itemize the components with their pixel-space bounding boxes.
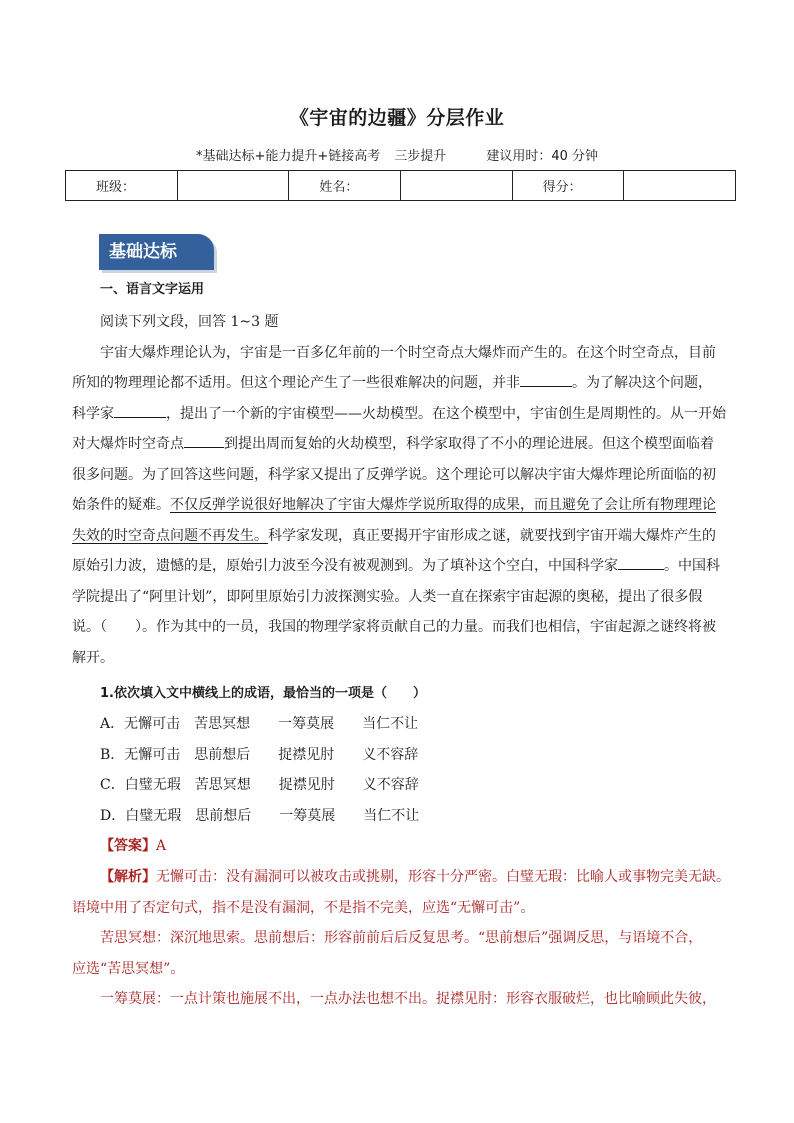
answer-value: A (156, 838, 167, 854)
passage-line: 宇宙大爆炸理论认为，宇宙是一百多亿年前的一个时空奇点大爆炸而产生的。在这个时空奇点，目前 (100, 344, 716, 361)
analysis-line: 一筹莫展：一点计策也施展不出，一点办法也想不出。捉襟见肘：形容衣服破烂，也比喻顾此失彼， (100, 991, 716, 1007)
score-field[interactable] (624, 171, 736, 201)
passage-line: 学院提出了“阿里计划”，即阿里原始引力波探测实验。人类一直在探索宇宙起源的奥秘，提出了很多假 (72, 588, 703, 605)
passage-line: 很多问题。为了回答这些问题，科学家又提出了反弹学说。这个理论可以解决宇宙大爆炸理论所面临的初 (72, 466, 716, 483)
passage-line: 原始引力波，遗憾的是，原始引力波至今没有被观测到。为了填补这个空白，中国科学家 。中国科 (72, 551, 732, 582)
answer-label: 【答案】 (100, 838, 156, 854)
analysis-line: 苦思冥想：深沉地思索。思前想后：形容前前后后反复思考。“思前想后”强调反思，与语境不合， (100, 930, 703, 946)
fill-blank-2[interactable] (114, 402, 166, 418)
page-subtitle (0, 145, 794, 164)
underlined-sentence: 失效的时空奇点问题不再发生。 (72, 527, 268, 544)
analysis-line: 【解析】无懈可击：没有漏洞可以被攻击或挑剔，形容十分严密。白璧无瑕：比喻人或事物完美无缺。 (100, 869, 730, 885)
passage-line: 所知的物理理论都不适用。但这个理论产生了一些很难解决的问题，并非 。为了解决这个问题， (72, 368, 732, 399)
answer-line (72, 831, 732, 862)
question-1-stem: 1.依次填入文中横线上的成语，最恰当的一项是（ ） (100, 686, 426, 701)
fill-blank-4[interactable] (618, 554, 664, 570)
passage-line: 说。（ ）。作为其中的一员，我国的物理学家将贡献自己的力量。而我们也相信，宇宙起源之谜终将被 (72, 619, 716, 635)
page-title: 《宇宙的边疆》分层作业 (289, 107, 505, 129)
reading-instruction: 阅读下列文段，回答 1~3 题 (100, 314, 279, 330)
subtitle-steps: 三步提升 (394, 149, 447, 164)
worksheet-content (72, 280, 732, 1015)
section-heading: 一、语言文字运用 (100, 282, 205, 297)
analysis-label: 【解析】 (100, 869, 156, 885)
option-d[interactable]: D．白璧无瑕 思前想后 一筹莫展 当仁不让 (100, 807, 420, 824)
analysis-block (72, 862, 732, 1015)
underlined-sentence: 不仅反弹学说很好地解决了宇宙大爆炸学说所取得的成果，而且避免了会让所有物理理论 (170, 497, 716, 513)
option-a[interactable]: A．无懈可击 苦思冥想 一筹莫展 当仁不让 (100, 716, 419, 732)
fill-blank-1[interactable] (520, 371, 572, 387)
subtitle-tags: *基础达标+能力提升+链接高考 (196, 149, 381, 164)
student-info-table (65, 170, 736, 201)
fill-blank-3[interactable] (184, 432, 224, 448)
name-label: 姓名： (289, 171, 401, 201)
passage-line: 对大爆炸时空奇点 到提出周而复始的火劫模型，科学家取得了不小的理论进展。但这个模型面临着 (72, 429, 732, 460)
option-c[interactable]: C．白璧无瑕 苦思冥想 捉襟见肘 义不容辞 (100, 777, 419, 793)
reading-passage (72, 338, 732, 674)
analysis-line: 语境中用了否定句式，指不是没有漏洞，不是指不完美，应选“无懈可击”。 (72, 899, 535, 916)
passage-line: 科学家 ，提出了一个新的宇宙模型——火劫模型。在这个模型中，宇宙创生是周期性的。从一开始 (72, 399, 732, 430)
class-label: 班级： (66, 171, 178, 201)
passage-line: 始条件的疑难。不仅反弹学说很好地解决了宇宙大爆炸学说所取得的成果，而且避免了会让所有物理理论 (72, 497, 716, 513)
section-badge: 基础达标 (99, 234, 214, 270)
class-field[interactable] (177, 171, 289, 201)
score-label: 得分： (512, 171, 624, 201)
option-b[interactable]: B．无懈可击 思前想后 捉襟见肘 义不容辞 (100, 746, 419, 763)
subtitle-time: 建议用时：40 分钟 (486, 149, 598, 164)
passage-line: 失效的时空奇点问题不再发生。科学家发现，真正要揭开宇宙形成之谜，就要找到宇宙开端大爆炸产生的 (72, 527, 716, 544)
name-field[interactable] (400, 171, 512, 201)
passage-line: 解开。 (72, 649, 114, 666)
analysis-line: 应选“苦思冥想”。 (72, 960, 185, 977)
